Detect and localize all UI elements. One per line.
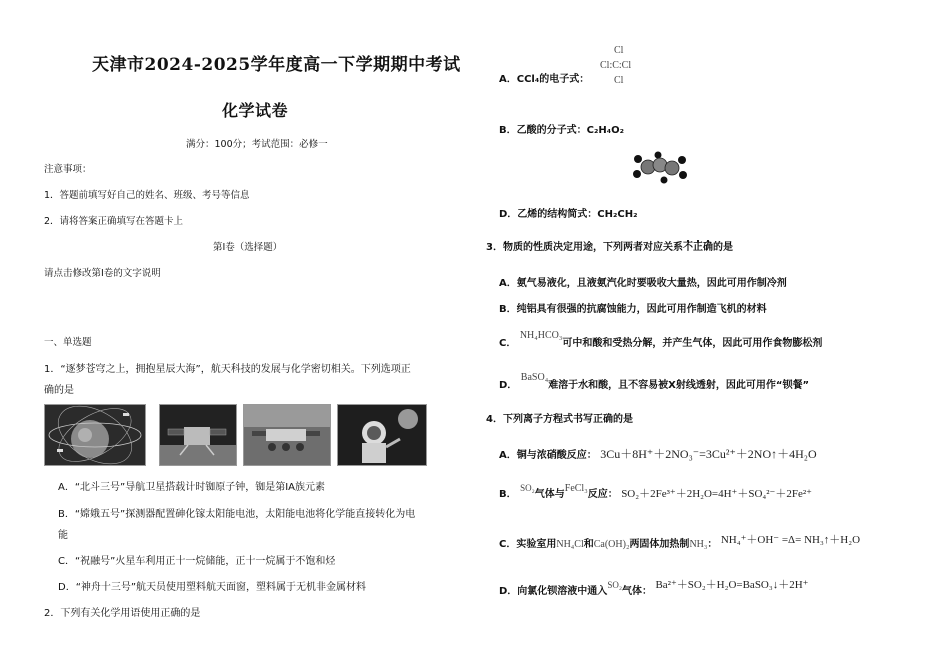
part1-title: 第Ⅰ卷（选择题） xyxy=(213,242,283,253)
q1-option-b-line1: B．“嫦娥五号”探测器配置砷化镓太阳能电池，太阳能电池将化学能直接转化为电 xyxy=(58,509,416,520)
photo-shenzhou13-astronaut xyxy=(337,404,427,466)
q2-option-a-formula-bottom: Cl xyxy=(614,75,624,86)
q2-option-d: D．乙烯的结构简式：CH₂CH₂ xyxy=(499,209,638,220)
q4-option-c-mid: 两固体加热制 xyxy=(629,539,690,550)
q4-option-c xyxy=(499,535,860,551)
q2-option-a-formula-top: Cl xyxy=(614,45,624,56)
q4-option-a-label: A．铜与浓硝酸反应： xyxy=(499,450,597,461)
q1-option-b-line2: 能 xyxy=(58,530,68,541)
q4-option-c-formula-1: NH₄Cl xyxy=(556,539,584,550)
q1-option-d: D．“神舟十三号”航天员使用塑料航天面窗，塑料属于无机非金属材料 xyxy=(58,582,367,593)
q4-option-d xyxy=(499,579,809,598)
q4-option-c-colon: ： xyxy=(707,539,718,550)
q4-option-c-formula-2: Ca(OH)₂ xyxy=(593,539,630,550)
q3-option-b: B．纯铝具有很强的抗腐蚀能力，因此可用作制造飞机的材料 xyxy=(499,304,767,315)
q2-option-a-label: A．CCl₄的电子式： xyxy=(499,74,590,85)
q4-option-c-and: 和 xyxy=(583,539,594,550)
q4-option-b-equation: SO₂＋2Fe³⁺＋2H₂O=4H⁺＋SO₄²⁻＋2Fe²⁺ xyxy=(621,488,812,500)
q4-option-b-end: 反应： xyxy=(587,489,618,500)
q4-option-d-label: D．向氯化钡溶液中通入 xyxy=(499,586,608,597)
q2-option-a-formula-middle: Cl:C:Cl xyxy=(600,60,632,71)
q3-stem-post: 的是 xyxy=(712,242,733,253)
q4-option-b-label: B． xyxy=(499,489,517,500)
q4-option-b xyxy=(499,485,812,501)
q4-option-a xyxy=(499,445,817,462)
q4-option-d-end: 气体： xyxy=(621,586,652,597)
q1-option-c: C．“祝融号”火星车利用正十一烷储能，正十一烷属于不饱和烃 xyxy=(58,556,336,567)
notice-item-1: 1．答题前填写好自己的姓名、班级、考号等信息 xyxy=(44,190,250,201)
q3-option-c-label: C． xyxy=(499,338,517,349)
q3-option-d-formula: BaSO₄ xyxy=(520,372,549,383)
q4-option-d-equation: Ba²⁺＋SO₂＋H₂O=BaSO₃↓＋2H⁺ xyxy=(655,579,809,591)
q4-option-b-mid: 气体与 xyxy=(534,489,565,500)
exam-subtitle: 化学试卷 xyxy=(222,101,289,120)
notice-heading: 注意事项： xyxy=(44,164,92,175)
q3-option-c-formula: NH₄HCO₃ xyxy=(519,330,563,341)
q3-stem-pre: 3．物质的性质决定用途，下列两者对应关系 xyxy=(486,242,683,253)
q3-option-c xyxy=(499,330,823,349)
exam-title: 天津市2024-2025学年度高一下学期期中考试 xyxy=(92,55,461,75)
q4-stem: 4．下列离子方程式书写正确的是 xyxy=(486,414,633,425)
q3-option-c-text: 可中和酸和受热分解，并产生气体，因此可用作食物膨松剂 xyxy=(562,338,823,349)
q4-option-a-equation: 3Cu＋8H⁺＋2NO₃⁻=3Cu²⁺＋2NO↑＋4H₂O xyxy=(600,447,817,461)
q2-option-b: B．乙酸的分子式：C₂H₄O₂ xyxy=(499,125,624,136)
q4-option-c-label: C．实验室用 xyxy=(499,539,557,550)
part1-note: 请点击修改第Ⅰ卷的文字说明 xyxy=(44,268,161,279)
q1-option-a: A．“北斗三号”导航卫星搭载计时铷原子钟，铷是第ⅠA族元素 xyxy=(58,482,325,493)
q3-option-d-text: 难溶于水和酸，且不容易被X射线透射，因此可用作“钡餐” xyxy=(548,380,810,391)
q4-option-b-formula-2: FeCl₃ xyxy=(564,483,588,494)
q3-option-d xyxy=(499,372,810,391)
exam-meta: 满分：100分；考试范围：必修一 xyxy=(186,139,328,150)
q3-option-d-label: D． xyxy=(499,380,518,391)
q4-option-c-equation: NH₄⁺＋OH⁻ =Δ= NH₃↑＋H₂O xyxy=(720,534,861,546)
photo-change5-probe xyxy=(159,404,237,466)
q4-option-d-formula-1: SO₂ xyxy=(607,580,622,590)
propane-space-filling-model-icon xyxy=(630,150,690,188)
notice-item-2: 2．请将答案正确填写在答题卡上 xyxy=(44,216,184,227)
section-heading: 一、单选题 xyxy=(44,337,92,348)
q4-option-c-formula-3: NH₃ xyxy=(689,539,708,550)
photo-zhurong-rover xyxy=(243,404,331,466)
photo-beidou-satellite xyxy=(44,404,146,466)
q2-stem: 2．下列有关化学用语使用正确的是 xyxy=(44,608,201,619)
q3-stem-emphasis: 不正确 xyxy=(683,239,713,253)
q3-stem xyxy=(486,238,733,253)
q3-option-a: A．氨气易液化，且液氨汽化时要吸收大量热，因此可用作制冷剂 xyxy=(499,278,787,289)
q1-stem-line2: 确的是 xyxy=(44,385,74,396)
q1-stem-line1: 1．“逐梦苍穹之上，拥抱星辰大海”，航天科技的发展与化学密切相关。下列选项正 xyxy=(44,364,411,375)
q4-option-b-formula-1: SO₂ xyxy=(520,483,535,493)
